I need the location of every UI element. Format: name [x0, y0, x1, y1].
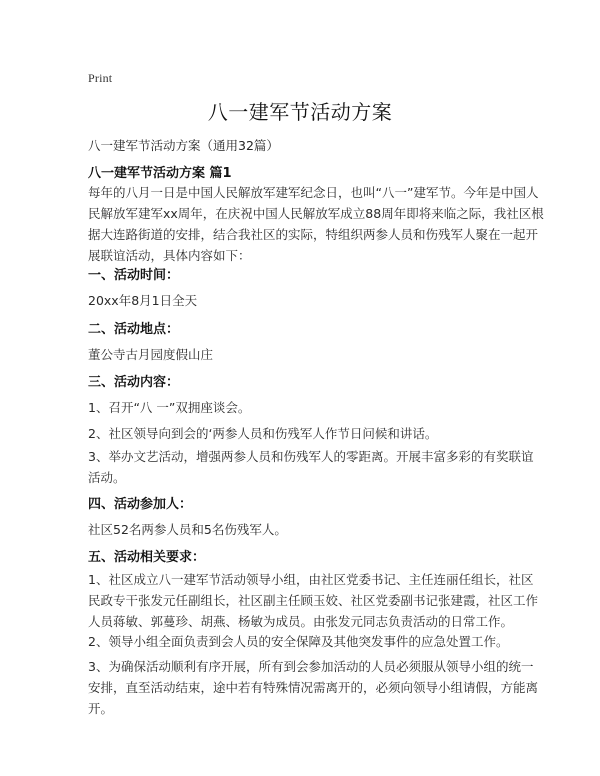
- section-content-title: 三、活动内容：: [88, 375, 180, 390]
- content-item-1: 1、召开“八 一”双拥座谈会。: [88, 400, 251, 415]
- requirement-item-3-line: 开。: [88, 701, 114, 716]
- requirement-item-3: [88, 656, 539, 719]
- section-requirements-title: 五、活动相关要求：: [88, 550, 206, 565]
- section-time-title: 一、活动时间：: [88, 268, 180, 283]
- document-subtitle: 八一建军节活动方案（通用32篇）: [88, 138, 279, 153]
- section-time-text: 20xx年8月1日全天: [88, 293, 198, 308]
- requirement-item-1: [88, 569, 539, 632]
- requirement-item-1-line: 人员蒋敏、郭蔓珍、胡燕、杨敏为成员。由张发元同志负责活动的日常工作。: [88, 614, 514, 629]
- intro-line: 每年的八月一日是中国人民解放军建军纪念日，也叫“八一”建军节。今年是中国人: [88, 185, 539, 200]
- document-title: 八一建军节活动方案: [207, 100, 393, 124]
- intro-paragraph: [88, 182, 544, 266]
- section-location-text: 董公寺古月园度假山庄: [88, 347, 214, 362]
- section-participants-text: 社区52名两参人员和5名伤残军人。: [88, 522, 287, 537]
- content-item-3: [88, 446, 534, 488]
- requirement-item-1-line: 1、社区成立八一建军节活动领导小组，由社区党委书记、主任连丽任组长，社区: [88, 572, 534, 587]
- part-title: 八一建军节活动方案 篇1: [88, 166, 232, 181]
- section-location-title: 二、活动地点：: [88, 322, 180, 337]
- content-item-3-line: 3、举办文艺活动，增强两参人员和伤残军人的零距离。开展丰富多彩的有奖联谊: [88, 449, 534, 464]
- requirement-item-3-line: 3、为确保活动顺利有序开展，所有到会参加活动的人员必须服从领导小组的统一: [88, 659, 534, 674]
- section-participants-title: 四、活动参加人：: [88, 497, 193, 512]
- content-item-3-line: 活动。: [88, 470, 126, 485]
- content-item-2: 2、社区领导向到会的‘两参人员和伤残军人作节日问候和讲话。: [88, 426, 438, 441]
- intro-line: 展联谊活动，具体内容如下：: [88, 248, 251, 263]
- requirement-item-2: 2、领导小组全面负责到会人员的安全保障及其他突发事件的应急处置工作。: [88, 634, 509, 649]
- requirement-item-1-line: 民政专干张发元任副组长，社区副主任顾玉姣、社区党委副书记张建霞，社区工作: [88, 593, 539, 608]
- print-label: Print: [88, 71, 113, 85]
- intro-line: 据大连路街道的安排，结合我社区的实际，特组织两参人员和伤残军人聚在一起开: [88, 227, 539, 242]
- intro-line: 民解放军建军xx周年，在庆祝中国人民解放军成立88周年即将来临之际，我社区根: [88, 206, 544, 221]
- requirement-item-3-line: 安排，直至活动结束，途中若有特殊情况需离开的，必须向领导小组请假，方能离: [88, 680, 539, 695]
